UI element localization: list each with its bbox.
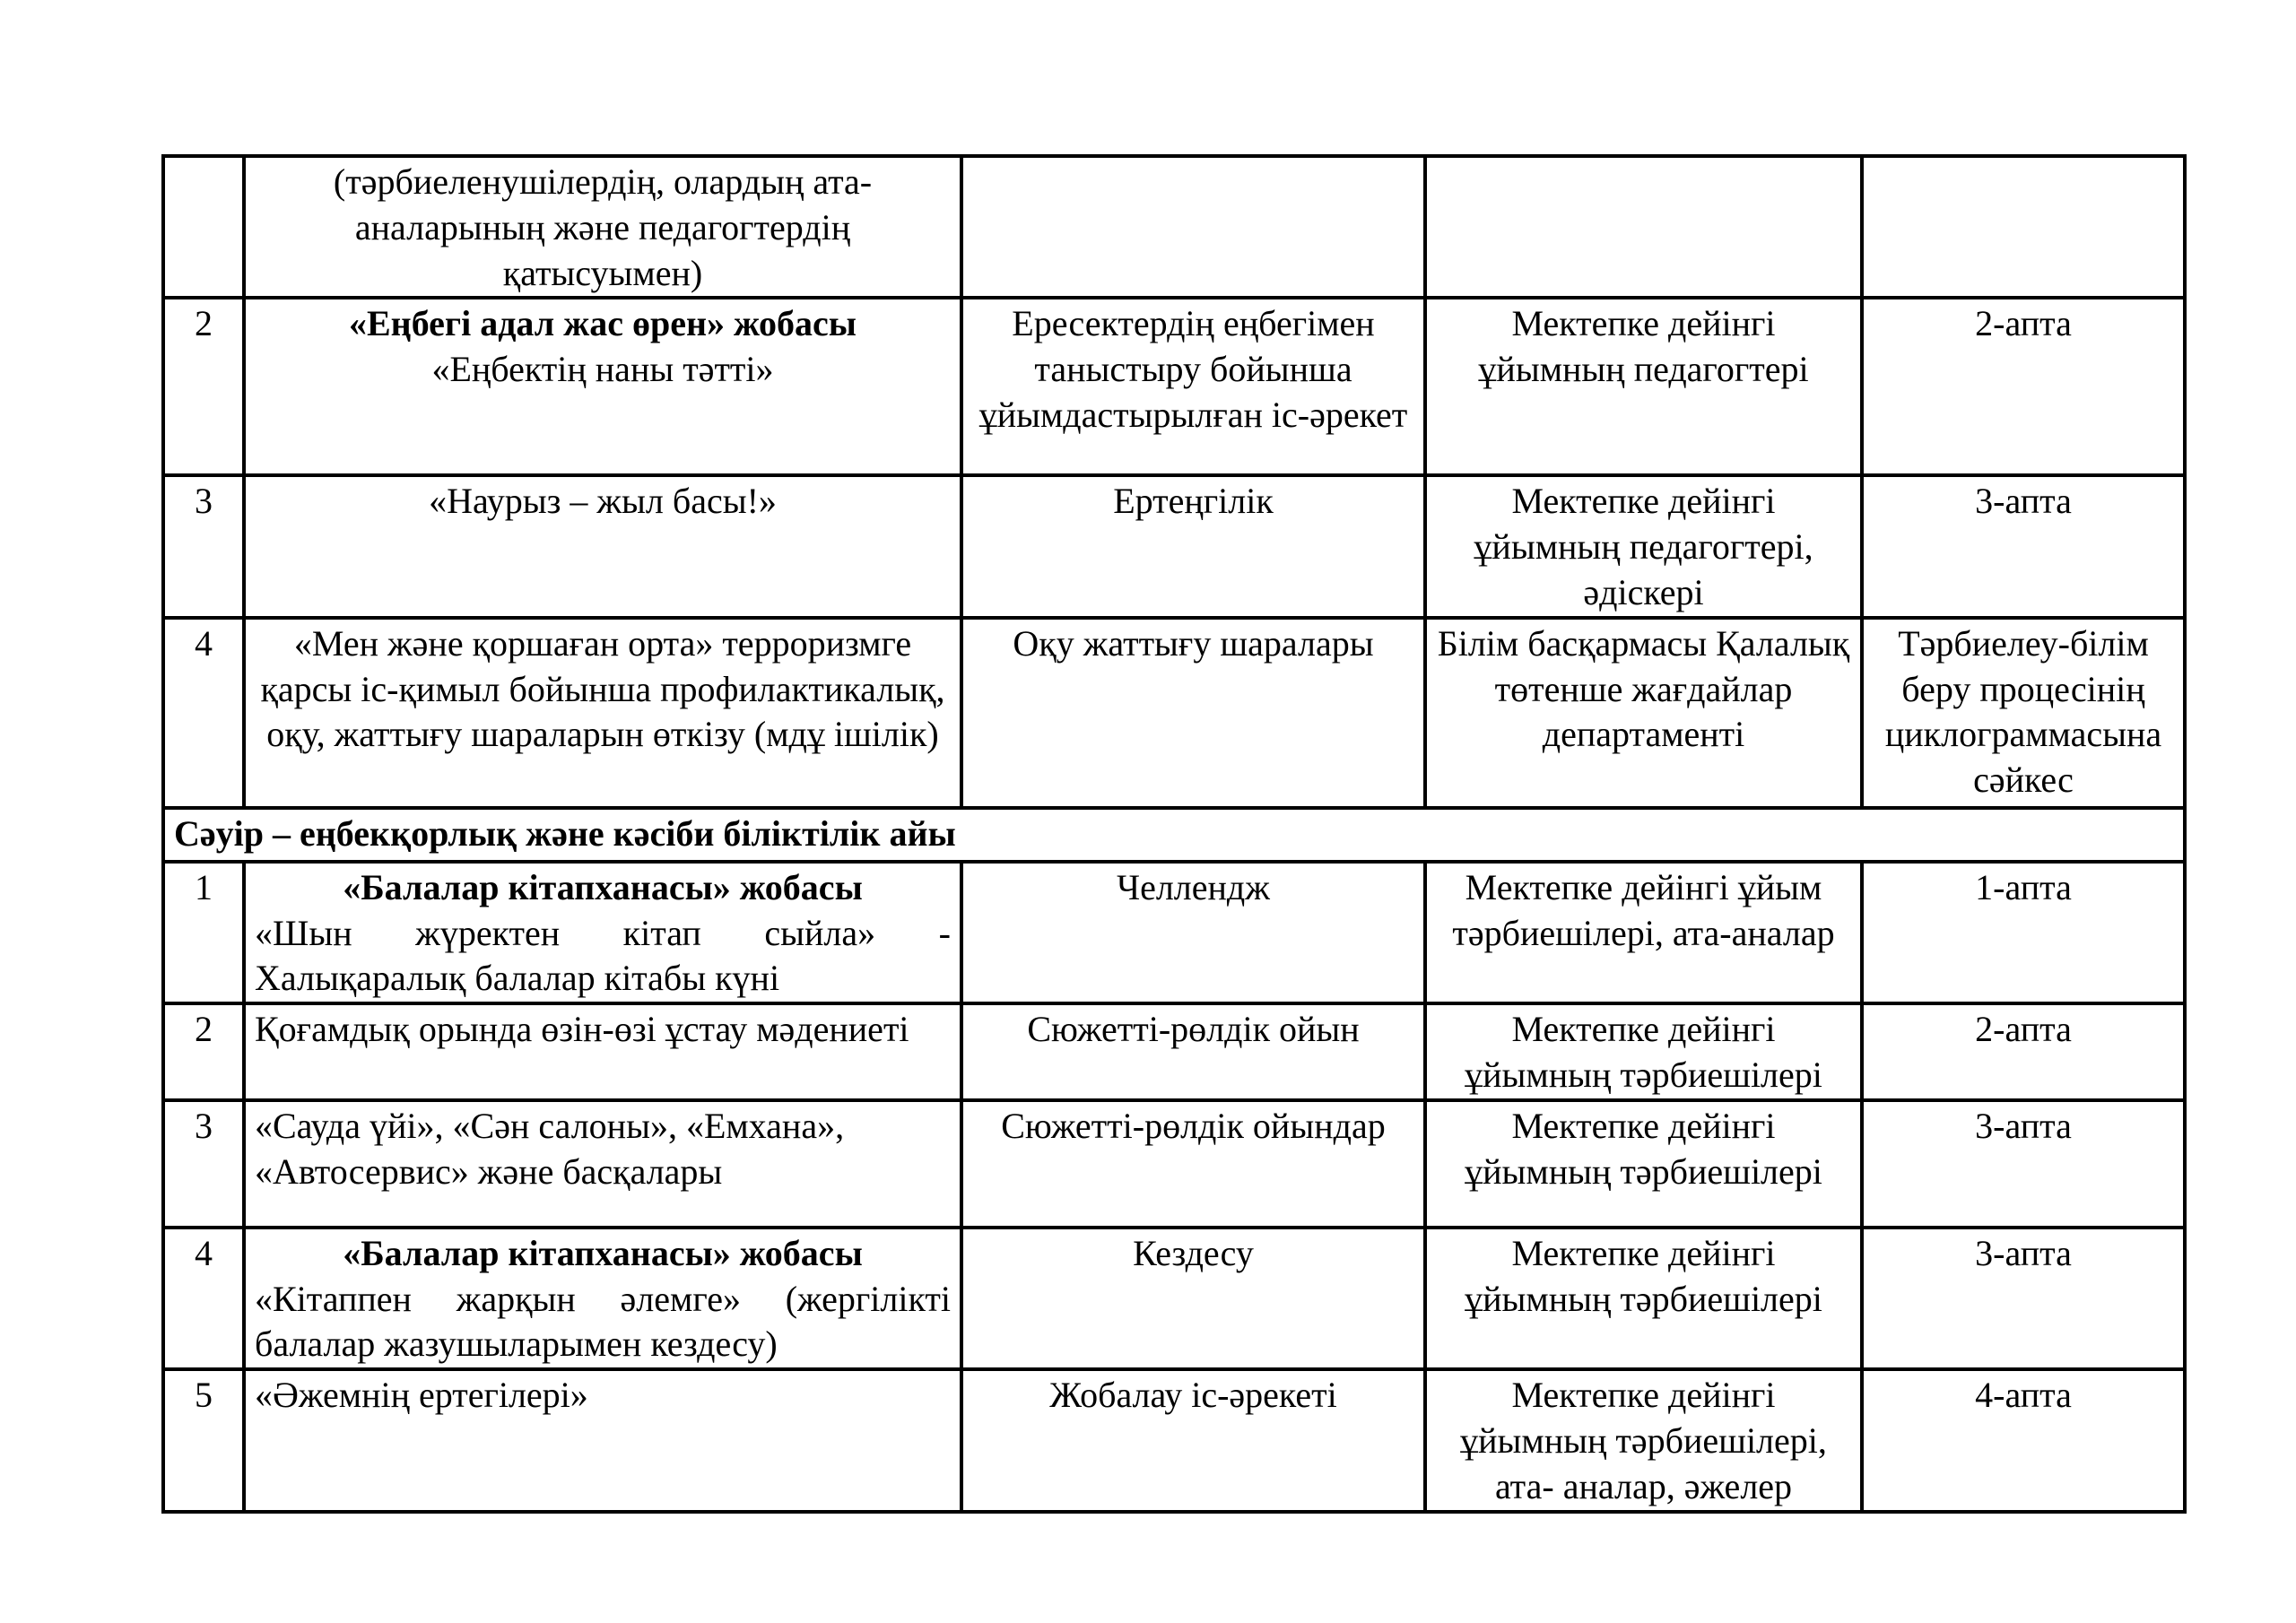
event-name: (тәрбиеленушілердің, олардың ата-аналарының және педагогтердің қатысуымен) [333, 161, 873, 293]
row-number-cell [163, 156, 244, 298]
week-cell: 3-апта [1862, 1100, 2185, 1228]
event-name: «Шын жүректен кітап сыйла» - Халықаралық балалар кітабы күні [255, 912, 951, 999]
event-name: «Сауда үйі», «Сән салоны», «Емхана», «Автосервис» және басқалары [255, 1105, 845, 1192]
row-number-cell: 2 [163, 1003, 244, 1100]
project-title: «Балалар кітапханасы» жобасы [343, 1232, 863, 1273]
activity-form-cell [961, 156, 1425, 298]
table-row [163, 298, 2185, 475]
section-header-april: Сәуір – еңбекқорлық және кәсіби біліктілік айы [163, 808, 2185, 862]
week-cell: 4-апта [1862, 1369, 2185, 1511]
section-header-row [163, 808, 2185, 862]
week-cell: Тәрбиелеу-білім беру процесінің циклограммасына сәйкес [1862, 618, 2185, 808]
project-title: «Еңбегі адал жас өрен» жобасы [348, 303, 857, 344]
table-row [163, 1100, 2185, 1228]
activity-form-cell: Оқу жаттығу шаралары [961, 618, 1425, 808]
week-cell: 1-апта [1862, 862, 2185, 1003]
table-row [163, 475, 2185, 617]
table-row [163, 862, 2185, 1003]
table-row [163, 156, 2185, 298]
event-name: «Наурыз – жыл басы!» [429, 481, 777, 522]
responsible-cell: Мектепке дейінгі ұйымның педагогтері, әдіскері [1425, 475, 1862, 617]
event-name: Қоғамдық орында өзін-өзі ұстау мәдениеті [255, 1009, 909, 1050]
activity-form-cell: Челлендж [961, 862, 1425, 1003]
activity-form-cell: Жобалау іс-әрекеті [961, 1369, 1425, 1511]
responsible-cell: Мектепке дейінгі ұйымның тәрбиешілері [1425, 1228, 1862, 1369]
activity-form-cell: Сюжетті-рөлдік ойындар [961, 1100, 1425, 1228]
row-number-cell: 3 [163, 1100, 244, 1228]
row-number-cell: 4 [163, 618, 244, 808]
row-number-cell: 1 [163, 862, 244, 1003]
week-cell: 2-апта [1862, 298, 2185, 475]
responsible-cell: Мектепке дейінгі ұйымның тәрбиешілері [1425, 1003, 1862, 1100]
events-schedule-table [161, 154, 2187, 1514]
activity-form-cell: Сюжетті-рөлдік ойын [961, 1003, 1425, 1100]
event-name: «Кітаппен жарқын әлемге» (жергілікті балалар жазушыларымен кездесу) [255, 1278, 951, 1365]
table-row [163, 1228, 2185, 1369]
table-row [163, 1003, 2185, 1100]
responsible-cell: Мектепке дейінгі ұйым тәрбиешілері, ата-аналар [1425, 862, 1862, 1003]
activity-form-cell: Кездесу [961, 1228, 1425, 1369]
table-row [163, 618, 2185, 808]
table-row [163, 1369, 2185, 1511]
responsible-cell: Мектепке дейінгі ұйымның педагогтері [1425, 298, 1862, 475]
row-number-cell: 2 [163, 298, 244, 475]
event-name: «Мен және қоршаған орта» терроризмге қарсы іс-қимыл бойынша профилактикалық, оқу, жаттығу шараларын өткізу (мдұ ішілік) [260, 622, 945, 755]
row-number-cell: 5 [163, 1369, 244, 1511]
week-cell: 2-апта [1862, 1003, 2185, 1100]
activity-form-cell: Ересектердің еңбегімен таныстыру бойынша ұйымдастырылған іс-әрекет [961, 298, 1425, 475]
responsible-cell: Мектепке дейінгі ұйымның тәрбиешілері, ата- аналар, әжелер [1425, 1369, 1862, 1511]
responsible-cell: Мектепке дейінгі ұйымның тәрбиешілері [1425, 1100, 1862, 1228]
responsible-cell: Білім басқармасы Қалалық төтенше жағдайлар департаменті [1425, 618, 1862, 808]
event-name: «Еңбектің наны тәтті» [431, 349, 774, 390]
responsible-cell [1425, 156, 1862, 298]
project-title: «Балалар кітапханасы» жобасы [343, 866, 863, 907]
event-name: «Әжемнің ертегілері» [255, 1375, 588, 1416]
activity-form-cell: Ертеңгілік [961, 475, 1425, 617]
week-cell: 3-апта [1862, 475, 2185, 617]
row-number-cell: 3 [163, 475, 244, 617]
row-number-cell: 4 [163, 1228, 244, 1369]
week-cell [1862, 156, 2185, 298]
week-cell: 3-апта [1862, 1228, 2185, 1369]
